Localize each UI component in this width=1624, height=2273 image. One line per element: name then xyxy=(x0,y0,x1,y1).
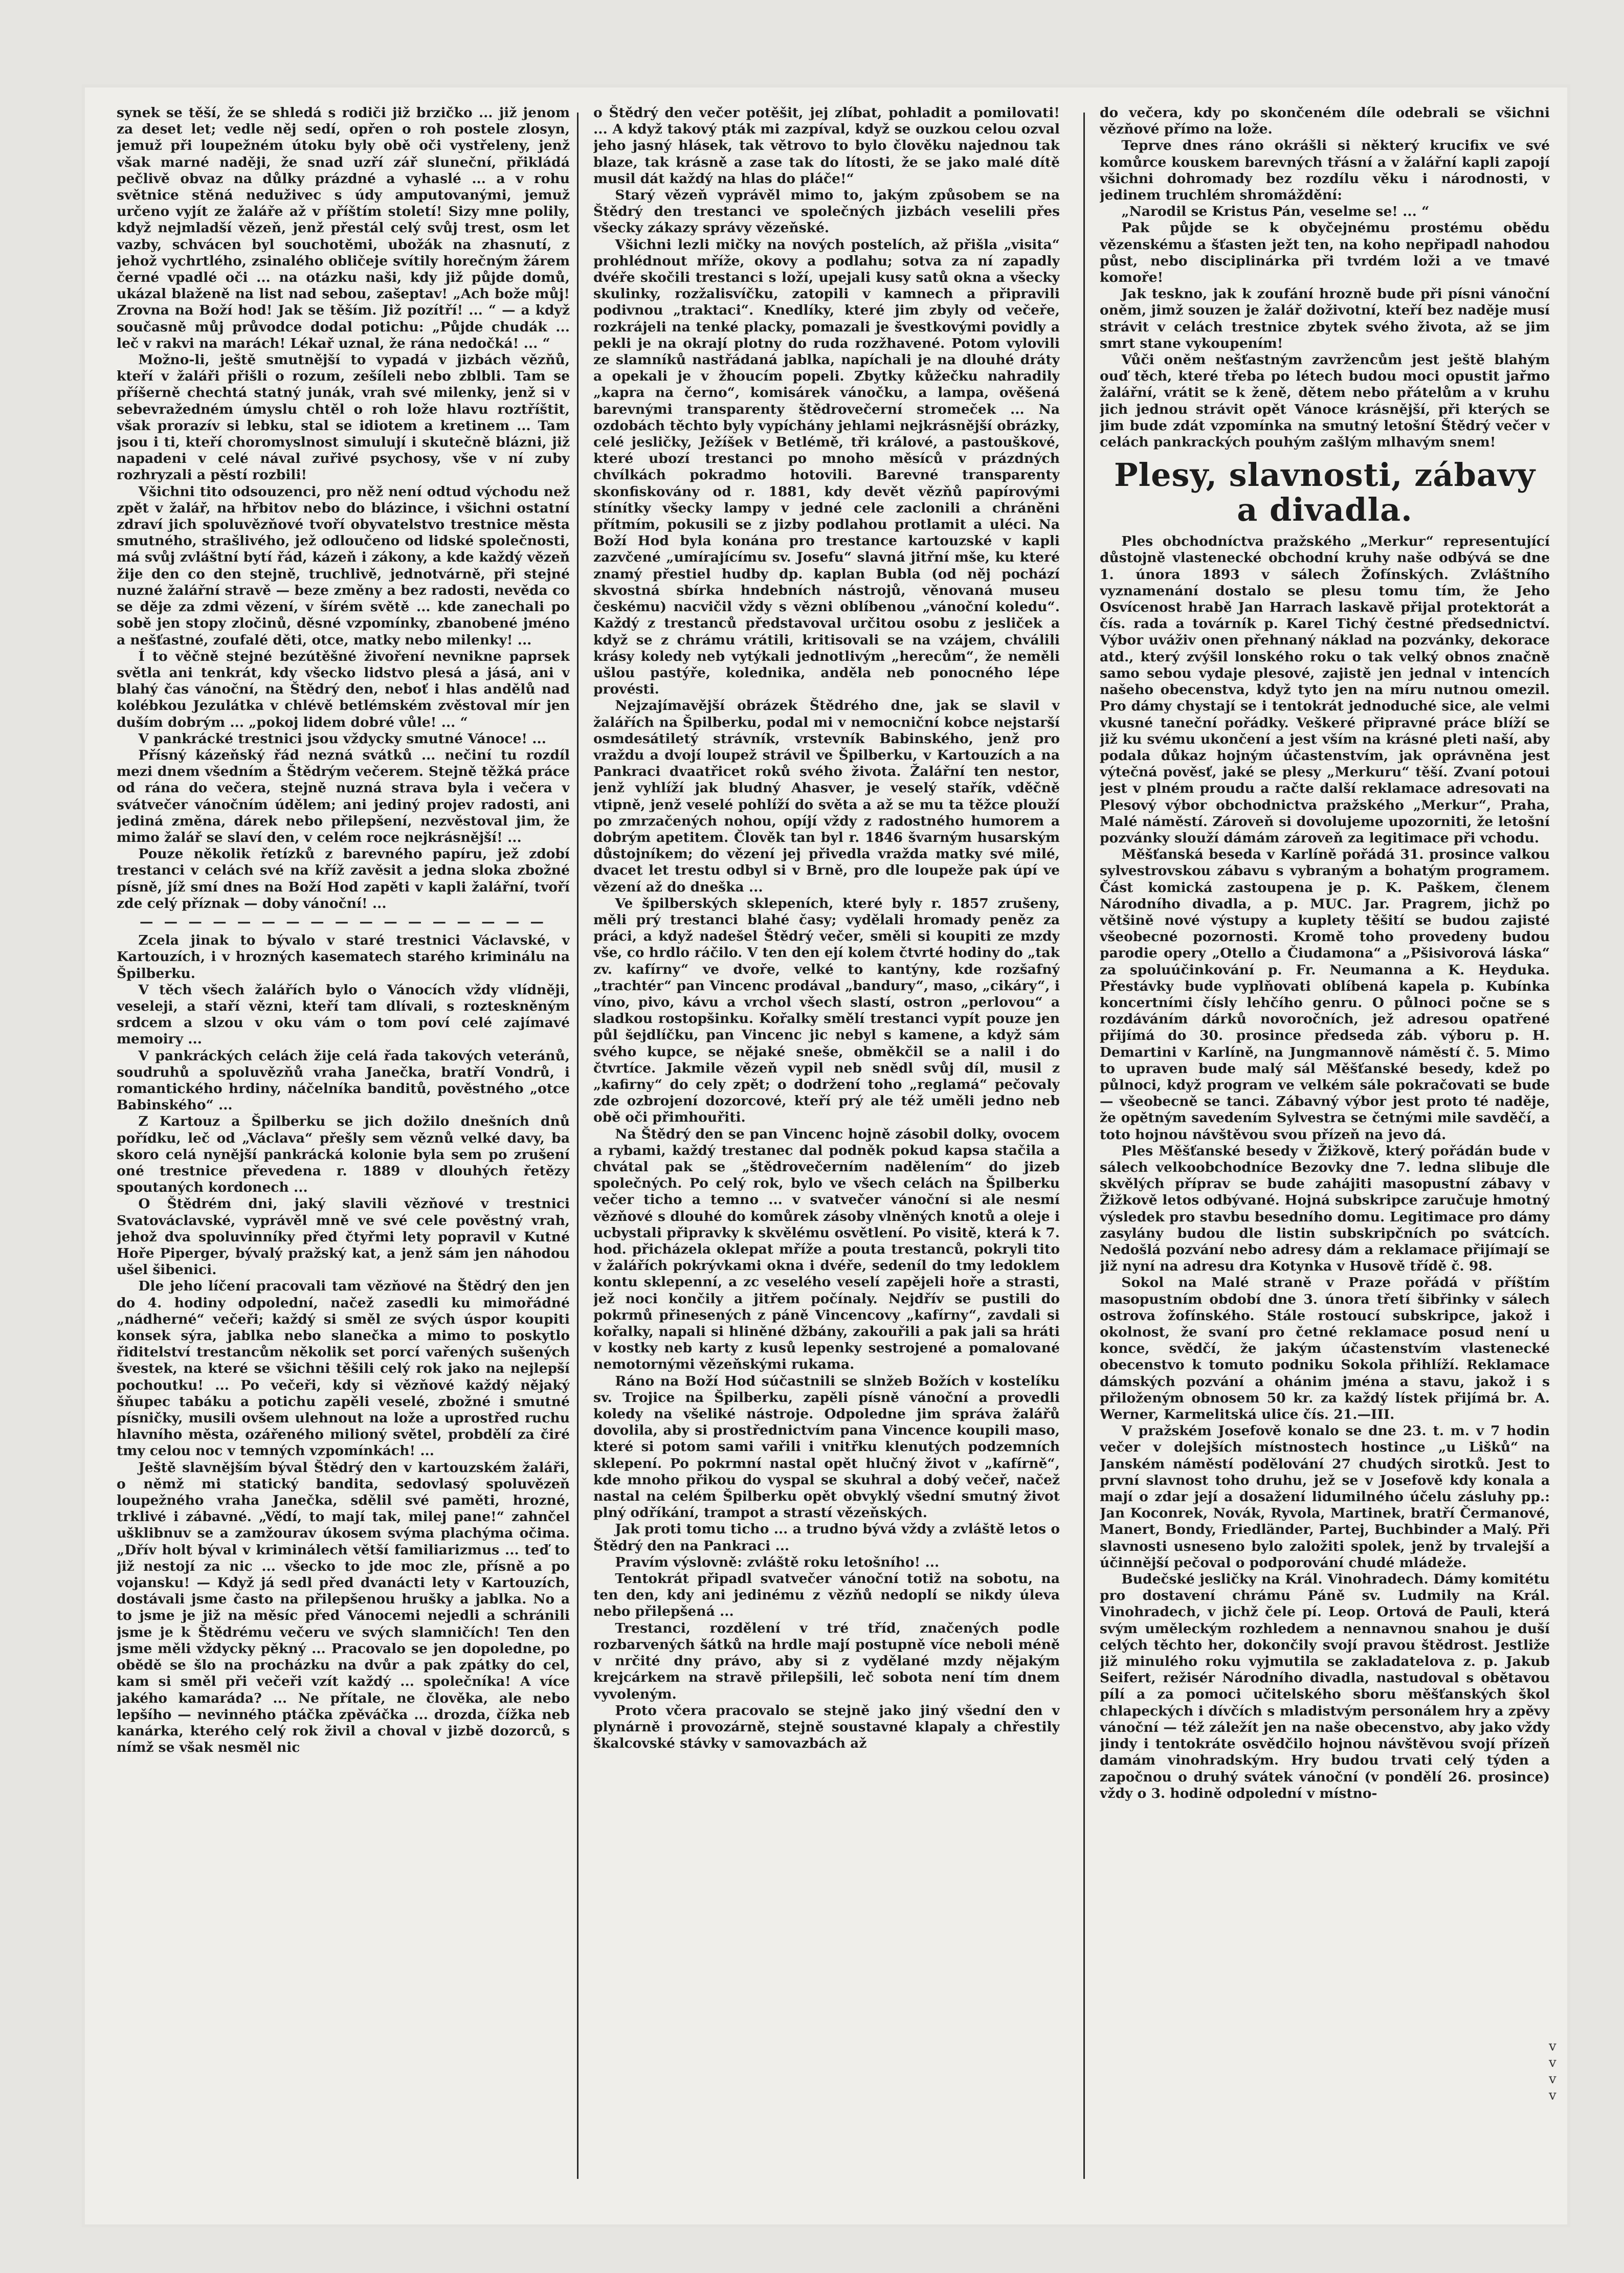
event-paragraph: V pražském Josefově konalo se dne 23. t. m. v 7 hodin večer v dolejších místnostech hostince „u Lišků“ na Janském náměstí podělování 27 chudých sirotků. Jest to první slavnost toho druhu, jež se v Josefově kdy konala a mají o zdar její a dosažení lidumilného účelu zásluhy pp.: Jan Koconrek, Novák, Ryvola, Martinek, bratří Čermanové, Manert, Bondy, Friedländer, Partej, Buchbinder a Malý. Při slavnosti usneseno bylo založiti spolek, jenž by trvalejší a účinnější pečoval o podporování chudé mládeže. xyxy=(1100,1423,1550,1571)
text-column-left xyxy=(117,105,570,2181)
article-paragraph: Jak teskno, jak k zoufání hrozně bude při písni vánoční oněm, jimž souzen je žalář doživotní, kteří bez naděje musí strávit v celách trestnice zbytek svého života, až se jim smrt stane vykoupením! xyxy=(1100,286,1550,351)
article-paragraph: Ráno na Boží Hod súčastnili se slnžeb Božích v kostelíku sv. Trojice na Špilberku, zapěli písně vánoční a provedli koledy na všeliké nástroje. Odpoledne jim správa žalářů dovolila, aby si prostřednictvím pana Vincence koupili maso, které si potom sami vařili i vnitřku klenutých podzemních sklepení. Po pokrmní nastal opět hlučný život v „kafírně“, kde mnoho přikou do vyspal se skuhral a dobý večeř, načež nastal na celém Špilberku opět obvyklý všední smutný život plný odříkání, trampot a strastí vězeňských. xyxy=(593,1373,1060,1521)
event-paragraph: Ples Měšťanské besedy v Žižkově, který pořádán bude v sálech velkoobchodníce Bezovky dne 7. ledna slibuje dle skvělých příprav se bude zahájiti masopustní zábavy v Žižkově letos odbývané. Hojná subskripce zaručuje hmotný výsledek pro stavbu besedního domu. Legitimace pro dámy zasylány budou dle listin subskripčních po svátcích. Nedošlá pozvání nebo adresy dám a reklamace přijímají se již nyní na adresu dra Kotynka v Husově třídě č. 98. xyxy=(1100,1143,1550,1275)
article-paragraph: Nejzajímavější obrázek Štědrého dne, jak se slavil v žalářích na Špilberku, podal mi v nemocniční kobce nejstarší osmdesátiletý strávník, vrstevník Babinského, jenž pro vraždu a dvojí loupež strávil ve Špilberku, v Kartouzích a na Pankraci dvaatřicet roků svého života. Žalářní ten nestor, jenž vyhlíží jak bludný Ahasver, je veselý stařík, vděčně vtipně, jenž veselé pohlíží do světa a až se mu ta těžce plouží po zmrzačených nohou, opíjí vždy z radostného humorem a dobrým apetitem. Člověk tan byl r. 1846 švarným husarským důstojníkem; do vězení jej přivedla vražda matky své milé, dvacet let trestu odbyl si v Brně, pro dle loupeže pak úpí ve vězení až do dneška ... xyxy=(593,698,1060,895)
article-paragraph: Pouze několik řetízků z barevného papíru, jež zdobí trestanci v celách své na kříž zavěsit a jedna sloka zbožné písně, jíž smí dnes na Boží Hod zapěti v kapli žalářní, tvoří zde celý příznak — doby vánoční! ... xyxy=(117,846,570,911)
article-paragraph: Dle jeho líčení pracovali tam vězňové na Štědrý den jen do 4. hodiny odpolední, načež zasedli ku mimořádné „nádherné“ večeři; každý si směl ze svých úspor koupiti konsek sýra, jablka nebo slanečka a mimo to poskytlo řiditelství trestancům několik set porcí vařených sušených švestek, na které se všichni těšili celý rok jako na nejlepší pochoutku! ... Po večeři, kdy si vězňové každý nějaký šňupec tabáku a potichu zapěli veselé, zbožné i smutné písničky, musili ovšem ulehnout na lože a uprostřed ruchu hlavního města, ozářeného milioný světel, probdělí za čiré tmy celou noc v temných vzpomínkách! ... xyxy=(117,1278,570,1459)
column-rule xyxy=(1083,113,1085,2179)
newspaper-page xyxy=(82,84,1570,2227)
article-paragraph: V pankráckých celách žije celá řada takových veteránů, soudruhů a spoluvězňů vraha Janečka, bratří Vondrů, i romantického hrdiny, náčelníka banditů, pověstného „otce Babinského“ ... xyxy=(117,1048,570,1113)
article-paragraph: Zcela jinak to bývalo v staré trestnici Václavské, v Kartouzích, i v hrozných kasematech starého kriminálu na Špilberku. xyxy=(117,932,570,982)
article-paragraph: Starý vězeň vyprávěl mimo to, jakým způsobem se na Štědrý den trestanci ve společných jizbách veselili přes všecky zákazy správy vězeňské. xyxy=(593,187,1060,236)
section-separator: — — — — — — — — — — — — — — — — — xyxy=(139,913,547,930)
article-paragraph: Tentokrát připadl svatvečer vánoční totiž na sobotu, na ten den, kdy ani jedinému z vězňů nedoplí se nikdy úleva nebo přilepšená ... xyxy=(593,1571,1060,1620)
article-paragraph: Všichni lezli mičky na nových postelích, až přišla „visita“ prohlédnout mříže, okovy a podlahu; sotva za ní zapadly dvéře skočili trestanci s loží, upejali kusy satů okna a všecky skulinky, rozžalisvíčku, zatopili v kamnech a připravili podivnou „traktaci“. Knedlíky, které jim zbyly od večeře, rozkrájeli na tenké placky, pomazali je švestkovými povidly a pekli je na okrají plotny do ruda rozžhavené. Potom vylovili ze slamníků nastřádaná jablka, napíchali je na dlouhé dráty a opekali je v žhoucím popeli. Zbytky kůžečku nahradily „kapra na černo“, komisárek vánočku, a lampa, ověšená barevnými transparenty štědrovečerní stromeček ... Na ozdobách těchto byly vypíchány jehlami nejkrásnější obrázky, celé jesličky, Ježíšek v Betlémě, tři králové, a pastouškové, které ubozí trestanci po mnoho měsíců v prázdných chvílkách pokradmo hotovili. Barevné transparenty skonfiskovány od r. 1881, kdy devět vězňů papírovými stínítky všecky lampy v jedné cele zaclonili a chráněni přítmím, pokusili se z jizby podlahou protlamit a uléci. Na Boží Hod byla konána pro trestance kartouzské v kapli zazvčené „umírajícímu sv. Josefu“ slavná jitřní mše, ku které znamý přestiel hudby dp. kaplan Bubla (od něj pochází skvostná sbírka hndebních nástrojů, věnovaná museu českému) nacvičil vždy s vězni oblíbenou „vánoční koledu“. Každý z trestanců představoval určitou osobu z jesliček a když se z chrámu vrátili, kritisovali se na vzájem, chválili krásy koledy neb vytýkali jednotlivým „herecům“, že neměli ušlou pastýře, kolednika, anděla neb ponocného lépe provésti. xyxy=(593,236,1060,698)
text-column-middle xyxy=(593,105,1060,2181)
article-paragraph: Přísný kázeňský řád nezná svátků ... nečiní tu rozdíl mezi dnem všedním a Štědrým večerem. Stejně těžká práce od rána do večera, stejně nuzná strava byla i večera v svátvečer vánočním údělem; ani jediný projev radosti, ani jediná změna, dárek nebo přilepšení, nezvěstoval jim, že mimo žalář se slaví den, v celém roce nejkrásnější! ... xyxy=(117,747,570,845)
article-paragraph: V pankrácké trestnici jsou vždycky smutné Vánoce! ... xyxy=(138,730,546,747)
edge-letter: v xyxy=(1549,2055,1556,2070)
event-paragraph: Sokol na Malé straně v Praze pořádá v příštím masopustním období dne 3. února třetí šibřinky v sálech ostrova žofínského. Stále rostoucí subskripce, jakož i okolnost, že svaní pro četné reklamace posud není u konce, svědčí, že jakým účastenstvím vlastenecké obecenstvo k tomuto podniku Sokola přihlíží. Reklamace dámských pozvání a ohánim jména a stavu, jakož i s přiloženým obnosem 50 kr. za každý lístek přijímá br. A. Werner, Karmelitská ulice čís. 21.—III. xyxy=(1100,1275,1550,1423)
article-paragraph: Možno-li, ještě smutnější to vypadá v jizbách vězňů, kteří v žaláři přišli o rozum, zešíleli nebo zblbli. Tam se příšerně chechtá statný junák, vrah své milenky, jenž si v sebevražedném úmyslu chtěl o roh lože hlavu roztříštit, však prorazív si lebku, stal se idiotem a kretinem ... Tam jsou i ti, kteří choromyslnost simulují i skutečně blázni, již napadeni v celé nával zuřivé psychosy, vše v ní zuby rozhryzali a pěstí rozbili! xyxy=(117,352,570,483)
article-paragraph: Pak půjde se k obyčejnému prostému obědu vězenskému a šťasten ježt ten, na koho nepřipadl nahodou půst, nebo disciplinárka při tvrdém loži a ve tmavé komoře! xyxy=(1100,220,1550,286)
article-paragraph: O Štědrém dni, jaký slavili vězňové v trestnici Svatováclavské, vyprávěl mně ve své cele pověstný vrah, jehož dva spoluvinníky před čtyřmi lety popravil v Kutné Hoře Piperger, bývalý pražský kat, a jenž sám jen náhodou ušel šibenici. xyxy=(117,1196,570,1278)
event-paragraph: Ples obchodníctva pražského „Merkur“ representující důstojně vlastenecké obchodní kruhy naše odbývá se dne 1. února 1893 v sálech Žofínských. Zvláštního vyznamenání dostalo se plesu tomu tím, že Jeho Osvícenost hrabě Jan Harrach laskavě přijal protektorát a čís. rada a továrník p. Karel Tichý čestné předsednictví. Výbor uváživ onen přehnaný náklad na pozvánky, dekorace atd., který zvýšil lonského roku o tak velký obnos značně samo sebou vydaje plesové, zajistě jen jednal v intencích našeho obecenstva, když tyto jen na míru nutnou omezil. Pro dámy chystají se i tentokrát jednoduché sice, ale velmi vkusné taneční pořádky. Veškeré připravné práce blíží se již ku svému ukončení a jest vším na krásné pleti naší, aby podala důkaz hojným účastenstvím, jak oprávněna jest výtečná pověsť, jaké se plesy „Merkuru“ těší. Zvaní potoui jest v plném proudu a račte další reklamace adresovati na Plesový výbor obchodnictva pražského „Merkur“, Praha, Malé náměstí. Zároveň si dovolujeme upozorniti, že letošní pozvánky slouží dámám zároveň za legitimace při vchodu. xyxy=(1100,533,1550,846)
article-paragraph: Ještě slavnějším býval Štědrý den v kartouzském žaláři, o němž mi statický bandita, sedovlasý spoluvězeň loupežného vraha Janečka, sdělil své paměti, hrozné, trklivé i zábavné. „Vědí, to mají tak, milej pane!“ zahnčel ušklibnuv se a zamžourav úkosem svýma plachýma očima. „Dřív holt býval v kriminálech větší familiarizmus ... teď to již nestojí za nic ... všecko to jde moc zle, přísně a po vojansku! — Když já sedl před dvanácti lety v Kartouzích, dostávali jsme často na přilepšenou hrušky a jablka. No a to jsme je již na měsíc před Vánocemi nejedli a schránili jsme je k Štědrému večeru ve svých slamničích! Ten den jsme měli vždycky pěkný ... Pracovalo se jen dopoledne, po obědě se šlo na procházku na dvůr a pak zpátky do cel, kam si směl při večeři vzít každý ... společníka! A více jakého kamaráda? ... Ne přítale, ne člověka, ale nebo lepšího — nevinného ptáčka zpěváčka ... drozda, čížka neb kanárka, kterého celý rok živil a choval v jizbě dozorců, s nímž se však nesměl nic xyxy=(117,1459,570,1756)
article-paragraph: Proto včera pracovalo se stejně jako jiný všední den v plynárně i provozárně, stejně soustavné klapaly a chřestily škalcovské stávky v samovazbách až xyxy=(593,1702,1060,1752)
column-rule xyxy=(577,113,579,2179)
article-paragraph: Pravím výslovně: zvláště roku letošního! ... xyxy=(615,1554,940,1570)
article-paragraph: Na Štědrý den se pan Vincenc hojně zásobil dolky, ovocem a rybami, každý trestanec dal podněk pokud kapsa stačila a chvátal pak se „štědrovečerním nadělením“ do jizeb společných. Po celý rok, bylo ve všech celách na Špilberku večer ticho a temno ... v svatvečer vánoční si ale nesmí vězňové s dlouhé do komůrek zásoby vlněných knotů a oleje i ucbystali připravky k skvělému osvětlení. Po visitě, která k 7. hod. přicházela oklepat mříže a pouta trestanců, pokryli tito v žalářích pokrývkami okna i dvéře, sedeníl do tmy ledoklem kontu sklepenní, a zc veselého veselí zapějeli hoře a strasti, jež noci končily a jitřem počínaly. Nejdřív se pustili do pokrmů přinesených z páně Vincencovy „kafírny“, zavdali si kořalky, napali si hliněné džbány, zakouřili a pak jali sa hráti v kostky neb karty z kusů lepenky sestrojené a pomalované nemotornými vězeňskými rukama. xyxy=(593,1126,1060,1373)
text-column-right xyxy=(1100,105,1550,2181)
article-paragraph: o Štědrý den večer potěšit, jej zlíbat, pohladit a pomilovati! ... A když takový pták mi zazpíval, když se ouzkou celou ozval jeho jasný hlásek, tak větrovo to bylo člověku najednou tak blaze, tak krásně a zase tak do lítosti, že se jako malé dítě musil dát každý na hlas do pláče!“ xyxy=(593,105,1060,187)
article-paragraph: Ve špilberských sklepeních, které byly r. 1857 zrušeny, měli prý trestanci blahé časy; vydělali hromady peněz za práci, a když nadešel Štědrý večer, směli si koupiti ze mzdy vše, co hrdlo ráčilo. V ten den ejí kolem čtvrté hodiny do „tak zv. kafírny“ ve dvoře, velké to kantýny, kde rozšafný „trachtér“ pan Vincenc prodával „bandury“, maso, „cikáry“, i víno, pivo, kávu a vrchol všech slastí, ostron „perlovou“ a sladkou rostopšinku. Kořalky smělí trestanci vypít pouze jen půl šejdlíčku, pan Vincenc jic nebyl s kamene, a když sám svého kupce, se nějaké sneše, obměkčil se a nalil i do čtvrtíce. Jakmile vězeň vypil neb snědl svůj díl, musil z „kafirny“ do cely zpět; o dodržení toho „reglamá“ pečovaly zde ozbrojení dozorcové, kteří prý ale též uměli jedno neb obě oči přimhouřiti. xyxy=(593,895,1060,1126)
adjacent-page-edge-text xyxy=(1549,2038,1566,2104)
carol-verse: „Narodil se Kristus Pán, veselme se! ... “ xyxy=(1121,204,1430,220)
event-paragraph: Budečské jesličky na Král. Vinohradech. Dámy komitétu pro dostavení chrámu Páně sv. Ludmily na Král. Vinohradech, v jichž čele pí. Leop. Ortová de Pauli, která svým uměleckým rozhledem a nennavnou snahou je duší celých těchto her, dokončily svojí pravou štědrost. Jestliže již minulého roku vyjmutila se zakladatelova z. p. Jakub Seifert, režisér Národního divadla, nastudoval s obětavou pílí a za pomoci učitelského sboru měšťanských škol chlapeckých i dívčích s mladistvým personálem hry a zpěvy vánoční — též záležít jen na naše obecenstvo, aby jako vždy jindy i tentokráte osvědčilo hojnou návštěvou svojí přízeň damám vinohradským. Hry budou trvati celý týden a započnou o druhý svátek vánoční (v pondělí 26. prosince) vždy o 3. hodině odpolední v místno- xyxy=(1100,1571,1550,1801)
article-paragraph: V těch všech žalářích bylo o Vánocích vždy vlídněji, veseleji, a staří vězni, kteří tam dlívali, s rozteskněným srdcem a slzou v oku vám o tom poví celé zajímavé memoiry ... xyxy=(117,982,570,1048)
section-headline: Plesy, slavnosti, zábavy a divadla. xyxy=(1114,456,1536,529)
article-paragraph: do večera, kdy po skončeném díle odebrali se všichni vězňové přímo na lože. xyxy=(1100,105,1550,138)
edge-letter: v xyxy=(1549,2088,1556,2103)
article-paragraph: Všichni tito odsouzenci, pro něž není odtud východu než zpět v žalář, na hřbitov nebo do blázince, i všichni ostatní zdraví jich spoluvězňové tvoří obyvatelstvo trestnice města smutného, strašlivého, jež odloučeno od lidské společnosti, má svůj zvláštní bytí řád, kázeň i zákony, a kde každý vězeň žije den co den stejně, truchlivě, jednotvárně, při stejné nuzné žalářní stravě — beze změny a bez radosti, nevěda co se děje za zdmi vězení, v šírém světě ... kde zanechali po sobě jen stopy zločinů, děsné vzpomínky, zbanobené jméno a nešťastné, zoufalé děti, otce, matky nebo milenky! ... xyxy=(117,483,570,648)
edge-letter: v xyxy=(1549,2039,1556,2054)
article-paragraph: synek se těší, že se shledá s rodiči již brzičko ... již jenom za deset let; vedle něj sedí, opřen o roh postele zlosyn, jemuž při loupežném útoku byly obě oči vystřeleny, jenž však marné naději, že snad uzří zář sluneční, přikládá pečlivě obvaz na důlky prázdné a vyhaslé ... a v rohu světnice stěná neduživec s údy amputovanými, jemuž určeno vyjít ze žaláře až v příštím století! Sizy mne polily, když nejmladší vězeň, jenž přestál celý svůj trest, osm let vazby, schvácen byl souchotěmi, ubožák na zhasnutí, z jehož vychrtlého, zsinalého obličeje svítily horečným žárem černé vpadlé oči ... na otázku naši, kdy již půjde domů, ukázal blaženě na list nad sebou, zašeptav! „Ach bože můj! Zrovna na Boží hod! Jak se těším. Již pozítří! ... “ — a když současně můj průvodce dodal potichu: „Půjde chudák ... leč v rakvi na marách! Lékař uznal, že rána nedočká! ... “ xyxy=(117,105,570,351)
article-paragraph: Z Kartouz a Špilberku se jich dožilo dnešních dnů pořídku, leč od „Václava“ přešly sem věznů velké davy, ba skoro celá nynější pankrácká kolonie byla sem po zrušení oné trestnice převedena r. 1889 v dlouhých řetězy spoutaných kordonech ... xyxy=(117,1113,570,1196)
article-paragraph: Teprve dnes ráno okrášli si některý krucifix ve své komůrce kouskem barevných třásní a v žalářní kapli zapojí všichni dohromady bez rozdílu věku i národnosti, v jedinem truchlém shromáždění: xyxy=(1100,138,1550,204)
event-paragraph: Měšťanská beseda v Karlíně pořádá 31. prosince valkou sylvestrovskou zábavu s vybraným a bohatým programem. Část komická zastoupena je p. K. Paškem, členem Národního divadla, a p. MUC. Jar. Pragrem, jichž po většině nové výstupy a kuplety těšití se budou zajisté všeobecné pozornosti. Kromě toho provedeny budou parodie opery „Otello a Čiudamona“ a „Pšisivorová láska“ za spoluúčinkování p. Fr. Neumanna a K. Heyduka. Přestávky bude vyplňovati oblíbená kapela p. Kubínka koncertními čísly lehčího genru. O půlnoci počne se s rozdáváním dárků novoročních, jež adresou opatřené přijímá do 30. prosince předseda záb. výboru p. H. Demartini v Karlíně, na Jungmannově náměstí č. 5. Mimo to upraven bude malý sál Měšťanské besedy, kdež po půlnoci, když program ve velkém sále pokračovati se bude — všeobecně se tanci. Zábavný výbor jest proto té naděje, že opětným savedením Sylvestra se četnými mile savděčí, a toto hojnou návštěvou svou přízeň na jevo dá. xyxy=(1100,846,1550,1143)
article-paragraph: Jak proti tomu ticho ... a trudno bývá vždy a zvláště letos o Štědrý den na Pankraci ... xyxy=(593,1521,1060,1554)
article-paragraph: Í to věčně stejné bezútěšné živoření nevnikne paprsek světla ani tenkrát, kdy všecko lidstvo plesá a jásá, ani v blahý čas vánoční, na Štědrý den, neboť i hlas andělů nad kolébkou Jezulátka v chlévě betlémském zvěstoval mír jen duším dobrým ... „pokoj lidem dobré vůle! ... “ xyxy=(117,648,570,730)
article-paragraph: Vůči oněm nešťastným zavržencům jest ještě blahým ouď těch, které třeba po létech budou moci opustit jařmo žalářní, vrátit se k ženě, dětem nebo přátelům a v kruhu jich jednou strávit opět Vánoce krásnější, při kterých se jim bude zdát vzpomínka na smutný letošní Štědrý večer v celách pankrackých pouhým zašlým mlhavým snem! xyxy=(1100,352,1550,451)
edge-letter: v xyxy=(1549,2071,1556,2087)
article-paragraph: Trestanci, rozdělení v tré tříd, značených podle rozbarvených šátků na hrdle mají postupně více neboli méně v nrčité dny právo, aby si z vydělané mzdy nějakým krejcárkem na stravě přilepšili, leč sobota není tím dnem vyvoleným. xyxy=(593,1620,1060,1702)
